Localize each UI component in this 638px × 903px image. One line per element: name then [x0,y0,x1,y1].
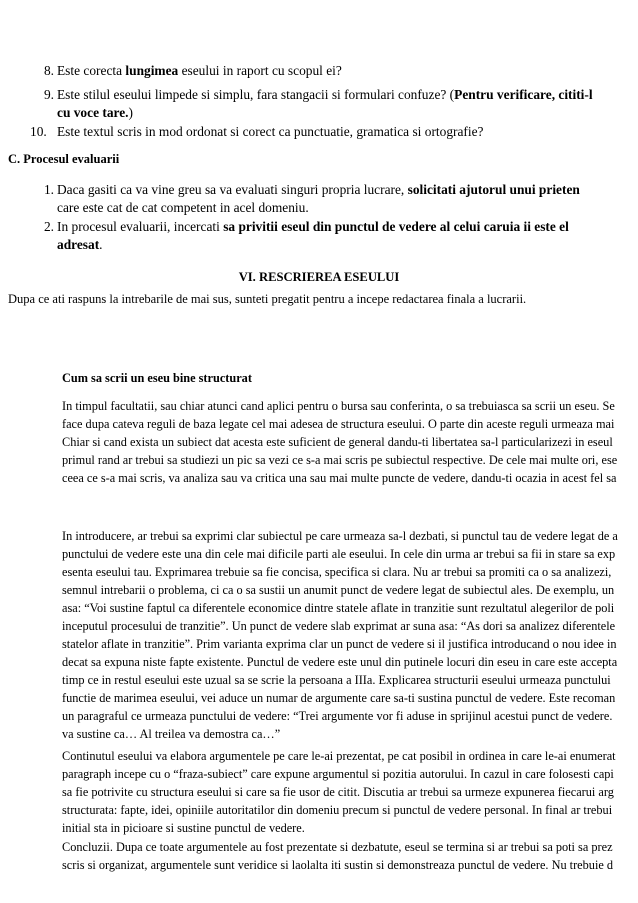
essay-title: Cum sa scrii un eseu bine structurat [62,371,252,385]
list-text-line1: Daca gasiti ca va vine greu sa va evaluati singuri propria lucrare, solicitati ajutorul unui prieten [57,182,580,197]
list-number: 10. [30,124,47,139]
list-text-line2: care este cat de cat competent in acel domeniu. [57,200,309,215]
essay-paragraph-1: In timpul facultatii, sau chiar atunci cand aplici pentru o bursa sau conferinta, o sa trebuiasca sa scrii un eseu. Se face dupa cateva reguli de baza legate cel mai adesea de structura eseului. O parte din aceste reguli urmeaza mai [62,399,615,431]
essay-paragraph-4: Continutul eseului va elabora argumentele pe care le-ai prezentat, pe cat posibil in ordinea in care le-ai enumerat paragraph incepe cu o “fraza-subiect” care expune argumentul si pozitia autorului. In cazul in care folosesti capi sa fie potrivite cu structura eseului si care sa fie usor de citit. Discutia ar trebui sa urmeze expunerea fiecarui arg structurata: fapte, idei, opiniile autoritatilor din domeniu precum si punctul de vedere personal. In final ar trebui initial sta in picioare si sustine punctul de vedere. [62,749,616,835]
section-c-heading: C. Procesul evaluarii [8,152,120,166]
list-text-line2: adresat. [57,237,103,252]
list-text: Este textul scris in mod ordonat si corect ca punctuatie, gramatica si ortografie? [57,124,484,139]
list-text-line1: Este stilul eseului limpede si simplu, fara stangacii si formulari confuze? (Pentru verificare, cititi-l [57,87,593,102]
section-vi-intro: Dupa ce ati raspuns la intrebarile de mai sus, sunteti pregatit pentru a incepe redactarea finala a lucrarii. [8,292,527,306]
section-vi-heading: VI. RESCRIEREA ESEULUI [238,270,400,284]
list-number: 2. [43,219,54,234]
list-number: 1. [43,182,54,197]
essay-paragraph-3: In introducere, ar trebui sa exprimi clar subiectul pe care urmeaza sa-l dezbati, si punctul tau de vedere legat de a punctului de vedere este una din cele mai dificile parti ale eseului. In cele din urma ar trebui sa fii in stare sa exp esenta eseului tau. Exprimarea trebuie sa fie concisa, specifica si clara. Nu ar trebui sa promiti ca o sa analizezi, semnul intrebarii o problema, ci ca o sa sustii un anumit punct de vedere legat de subiectul ales. De exemplu, un asa: “Voi sustine faptul ca diferentele economice dintre statele aflate in tranzitie sunt rezultatul alegerilor de poli inceputul procesului de tranzitie”. Un punct de vedere slab exprimat ar suna asa: “As dori sa analizez diferentele statelor aflate in tranzitie”. Prim varianta exprima clar un punct de vedere si il justifica introducand o nou idee in decat sa expuna niste fapte existente. Punctul de vedere este unul din putinele locuri din eseu in care este accepta timp ce in restul eseului este uzual sa se scrie la persoana a IIIa. Explicarea structurii eseului urmeaza punctului functie de marimea eseului, vei aduce un numar de argumente care sa-ti sustina punctul de vedere. Este recoman un paragraful ce urmeaza punctului de vedere: “Trei argumente vor fi aduse in sprijinul acestui punct de vedere. va sustine ca… Al treilea va demostra ca…” [62,529,618,741]
list-text: Este corecta lungimea eseului in raport cu scopul ei? [57,63,342,78]
list-text-line2: cu voce tare.) [57,105,133,120]
list-number: 9. [43,87,54,102]
essay-paragraph-2: Chiar si cand exista un subiect dat acesta este suficient de general dandu-ti libertatea sa-l particularizezi in eseul primul rand ar trebui sa studiezi un pic sa vezi ce s-a mai scris pe subiectul respective. De cele mai multe ori, ese ceea ce s-a mai scris, va analiza sau va critica una sau mai multe puncte de vedere, dandu-ti ocazia in acest fel sa [62,435,618,485]
list-number: 8. [43,63,54,78]
essay-paragraph-5: Concluzii. Dupa ce toate argumentele au fost prezentate si dezbatute, eseul se termina si ar trebui sa poti sa prez scris si organizat, argumentele sunt veridice si laolalta iti sustin si demonstreaza punctul de vedere. Nu trebuie d [62,840,614,872]
list-text-line1: In procesul evaluarii, incercati sa privitii eseul din punctul de vedere al celui caruia ii este el [57,219,569,234]
